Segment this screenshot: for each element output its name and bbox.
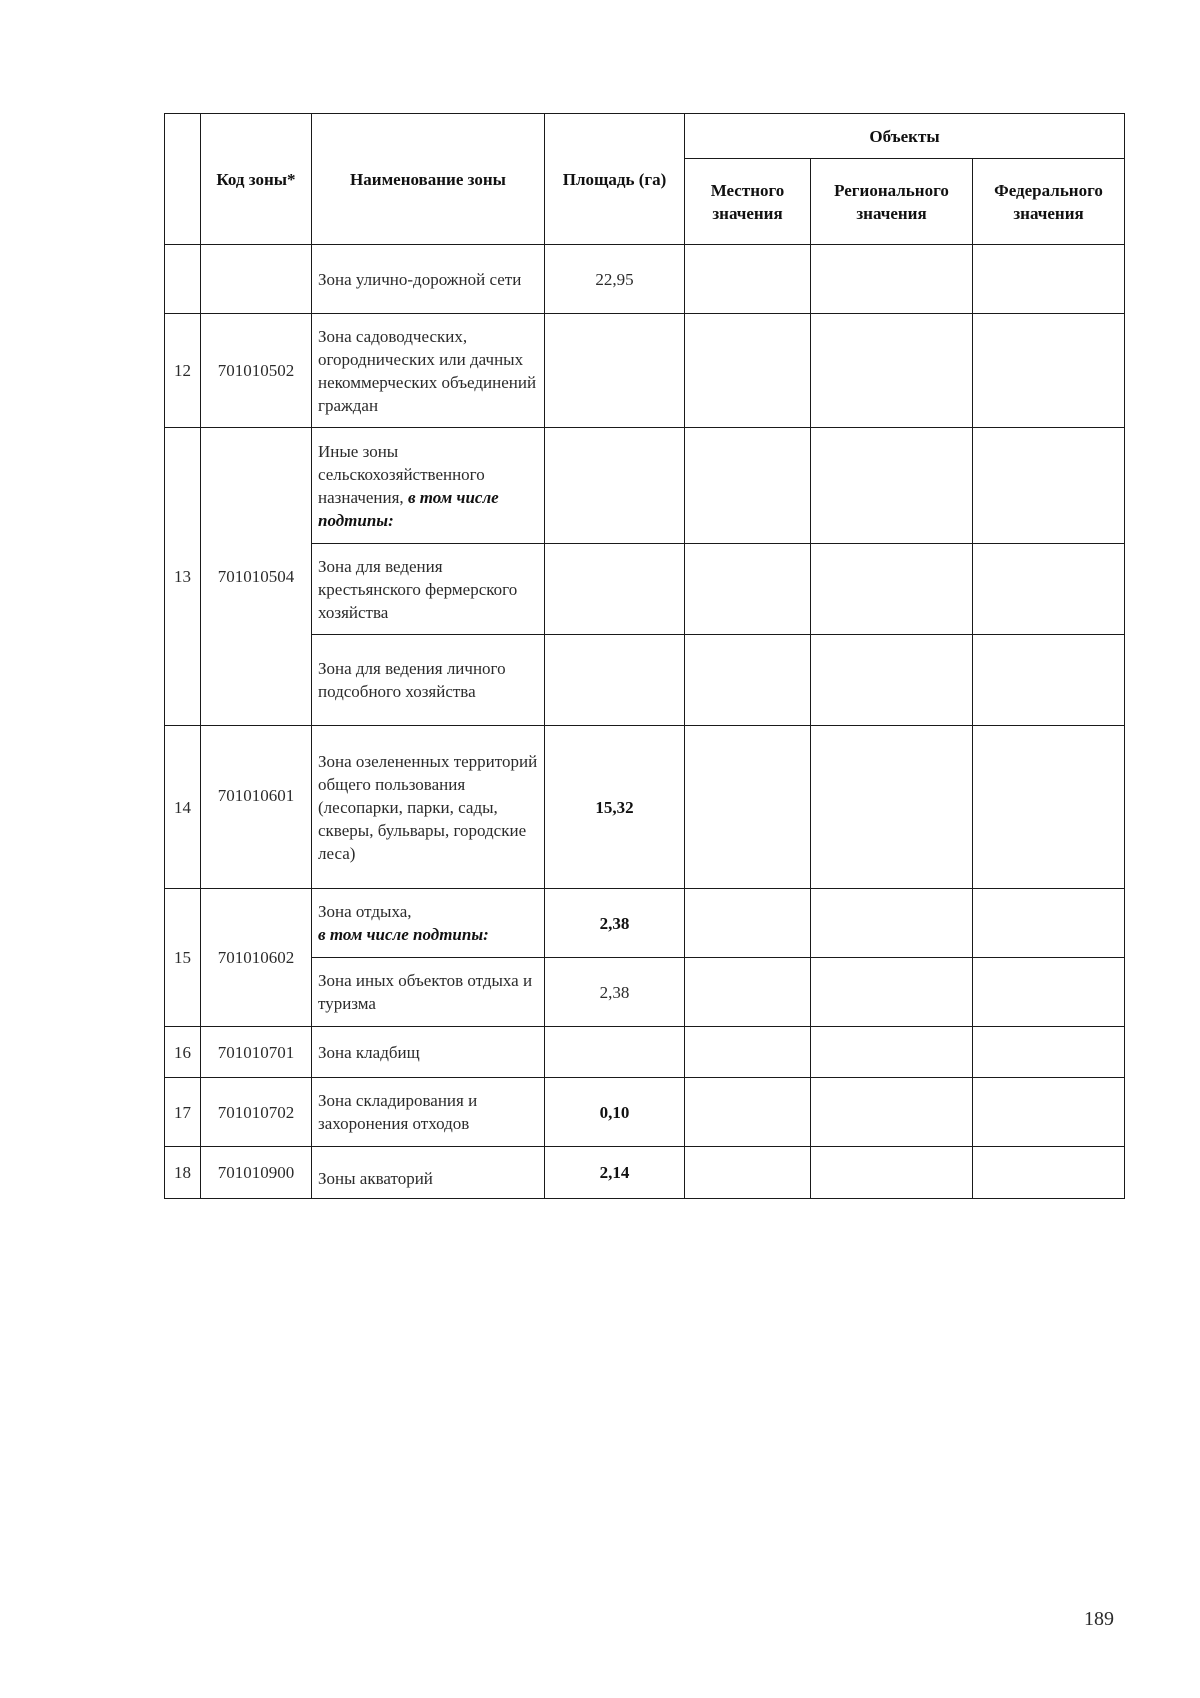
row-code: 701010502 [201, 314, 312, 428]
row-name-text: Зона для ведения личного подсобного хозяйства [318, 659, 506, 701]
table-row [165, 1147, 1125, 1199]
row-num: 18 [165, 1147, 201, 1199]
row-num: 16 [165, 1027, 201, 1078]
row-name-subtypes: в том числе подтипы: [318, 487, 499, 530]
row-area [545, 544, 685, 635]
row-num: 15 [165, 889, 201, 1027]
row-local [685, 726, 811, 889]
row-code: 701010702 [201, 1078, 312, 1147]
header-objects: Объекты [685, 114, 1125, 159]
row-regional [811, 1027, 973, 1078]
table-row [165, 1078, 1125, 1147]
row-num [165, 245, 201, 314]
header-num [165, 114, 201, 245]
row-local [685, 314, 811, 428]
row-local [685, 245, 811, 314]
row-name [312, 314, 545, 428]
row-code: 701010701 [201, 1027, 312, 1078]
row-name [312, 958, 545, 1027]
row-local [685, 1078, 811, 1147]
row-name [312, 544, 545, 635]
row-name-text: Зона для ведения крестьянского фермерского хозяйства [318, 556, 518, 622]
row-local [685, 544, 811, 635]
row-code [201, 245, 312, 314]
row-regional [811, 314, 973, 428]
row-num: 14 [165, 726, 201, 889]
row-name-subtypes: в том числе подтипы: [318, 925, 489, 944]
row-local [685, 635, 811, 726]
row-name [312, 428, 545, 544]
row-local [685, 889, 811, 958]
row-code: 701010504 [201, 428, 312, 726]
page-number: 189 [1084, 1608, 1114, 1630]
table-body [165, 245, 1125, 1199]
row-name [312, 1027, 545, 1078]
row-regional [811, 635, 973, 726]
row-name-text: Зона садоводческих, огороднических или дачных некоммерческих объединений граждан [318, 326, 537, 415]
row-federal [973, 1147, 1125, 1199]
row-federal [973, 889, 1125, 958]
row-name-text: Зоны акваторий [318, 1169, 433, 1188]
row-federal [973, 1027, 1125, 1078]
row-name [312, 1078, 545, 1147]
row-area: 0,10 [545, 1078, 685, 1147]
row-local [685, 428, 811, 544]
row-area: 2,38 [545, 958, 685, 1027]
row-area: 2,38 [545, 889, 685, 958]
row-federal [973, 726, 1125, 889]
row-name [312, 1147, 545, 1199]
row-regional [811, 544, 973, 635]
table-row [165, 726, 1125, 889]
row-regional [811, 1147, 973, 1199]
row-local [685, 958, 811, 1027]
row-regional [811, 726, 973, 889]
row-name-text: Зона иных объектов отдыха и туризма [318, 971, 533, 1013]
row-name-text: Зона складирования и захоронения отходов [318, 1091, 478, 1133]
row-area [545, 314, 685, 428]
zones-table [164, 113, 1125, 1199]
header-name: Наименование зоны [312, 114, 545, 245]
table-row [165, 889, 1125, 958]
row-name-text: Зона улично-дорожной сети [318, 269, 522, 289]
row-federal [973, 245, 1125, 314]
row-name-text: Зона кладбищ [318, 1042, 420, 1062]
row-local [685, 1147, 811, 1199]
row-federal [973, 635, 1125, 726]
header-local: Местного значения [685, 159, 811, 245]
table-row [165, 245, 1125, 314]
row-code: 701010602 [201, 889, 312, 1027]
table-row [165, 428, 1125, 544]
row-local [685, 1027, 811, 1078]
row-federal [973, 314, 1125, 428]
row-area: 15,32 [545, 726, 685, 889]
row-area: 22,95 [545, 245, 685, 314]
row-area [545, 635, 685, 726]
row-code: 701010900 [201, 1147, 312, 1199]
row-num: 13 [165, 428, 201, 726]
row-federal [973, 428, 1125, 544]
row-name [312, 889, 545, 958]
row-federal [973, 958, 1125, 1027]
row-federal [973, 544, 1125, 635]
table-header [165, 114, 1125, 245]
row-area [545, 428, 685, 544]
row-name-text: Зона отдыха, [318, 902, 412, 921]
row-num: 17 [165, 1078, 201, 1147]
row-regional [811, 1078, 973, 1147]
row-regional [811, 889, 973, 958]
row-federal [973, 1078, 1125, 1147]
row-name [312, 245, 545, 314]
row-area [545, 1027, 685, 1078]
row-name-text: Иные зоны сельскохозяйственного назначения, [318, 441, 485, 507]
header-federal: Федерального значения [973, 159, 1125, 245]
row-regional [811, 245, 973, 314]
row-regional [811, 428, 973, 544]
header-regional: Регионального значения [811, 159, 973, 245]
table-row [165, 1027, 1125, 1078]
row-code: 701010601 [201, 726, 312, 889]
header-area: Площадь (га) [545, 114, 685, 245]
row-num: 12 [165, 314, 201, 428]
row-name [312, 635, 545, 726]
table-row [165, 314, 1125, 428]
row-name [312, 726, 545, 889]
header-code: Код зоны* [201, 114, 312, 245]
row-area: 2,14 [545, 1147, 685, 1199]
row-name-text: Зона озелененных территорий общего пользования (лесопарки, парки, сады, скверы, бульвары, городские леса) [318, 751, 538, 863]
row-regional [811, 958, 973, 1027]
